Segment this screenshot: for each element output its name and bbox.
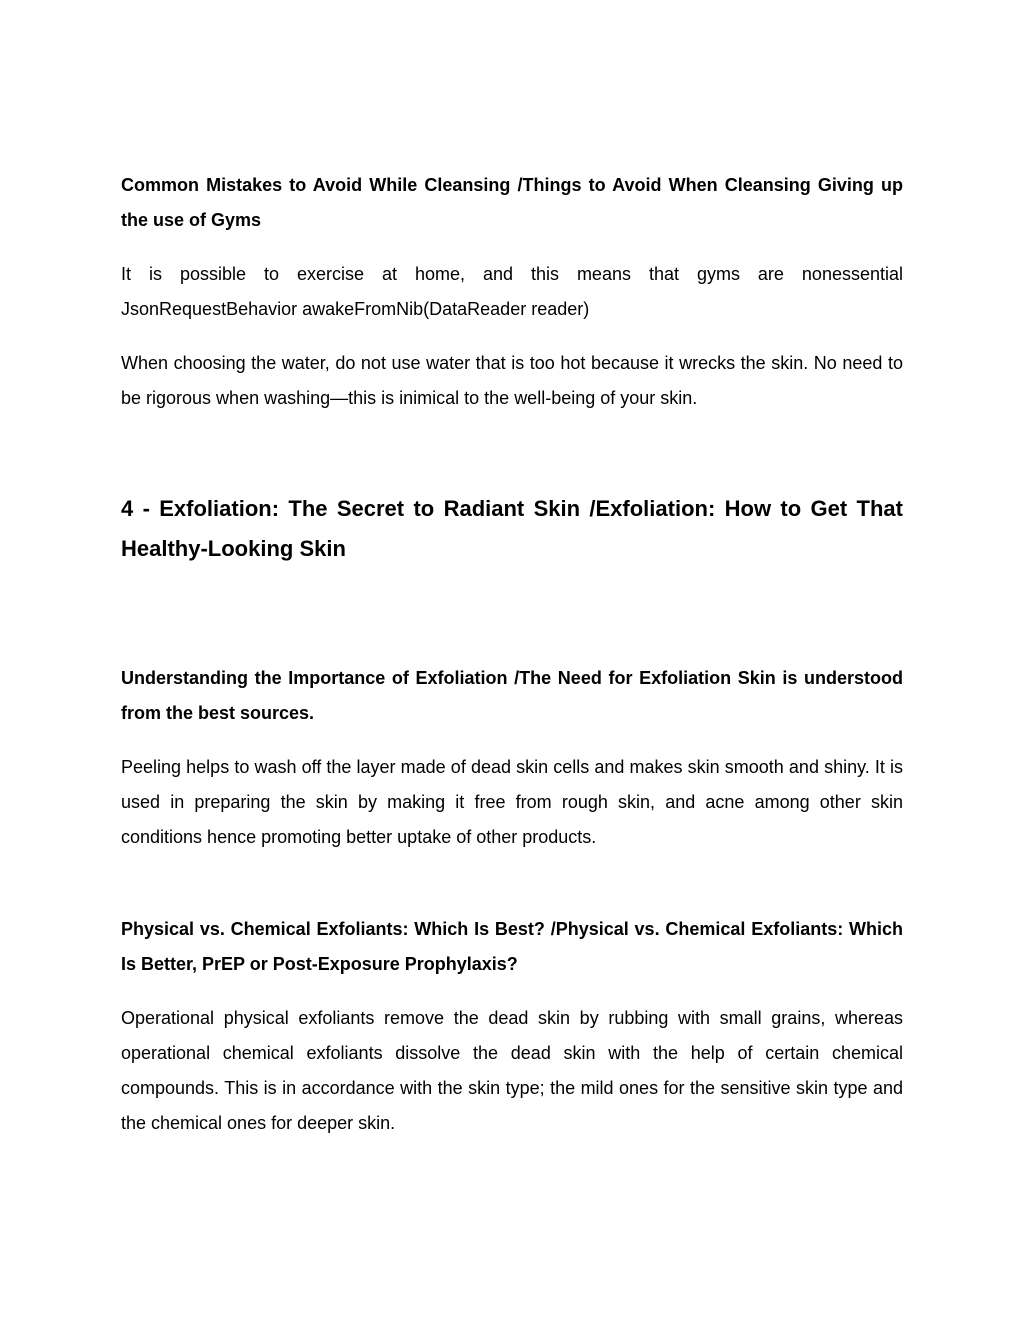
paragraph-water: When choosing the water, do not use water that is too hot because it wrecks the skin. No need to be rigorous when washing—this is inimical to the well-being of your skin. [121, 353, 903, 408]
paragraph-exfoliants: Operational physical exfoliants remove the dead skin by rubbing with small grains, whereas operational chemical exfoliants dissolve the dead skin with the help of certain chemical compounds. This is in accordance with the skin type; the mild ones for the sensitive skin type and the chemical ones for deeper skin. [121, 1008, 903, 1133]
paragraph-peeling: Peeling helps to wash off the layer made of dead skin cells and makes skin smooth and shiny. It is used in preparing the skin by making it free from rough skin, and acne among other skin conditions hence promoting better uptake of other products. [121, 757, 903, 847]
section-heading-cleansing-mistakes: Common Mistakes to Avoid While Cleansing /Things to Avoid When Cleansing Giving up the use of Gyms [121, 175, 903, 230]
paragraph-gyms: It is possible to exercise at home, and this means that gyms are nonessential JsonRequestBehavior awakeFromNib(DataReader reader) [121, 264, 903, 319]
chapter-heading-exfoliation: 4 - Exfoliation: The Secret to Radiant Skin /Exfoliation: How to Get That Healthy-Looking Skin [121, 496, 903, 561]
section-heading-importance: Understanding the Importance of Exfoliation /The Need for Exfoliation Skin is understood from the best sources. [121, 668, 903, 723]
section-heading-physical-vs-chemical: Physical vs. Chemical Exfoliants: Which Is Best? /Physical vs. Chemical Exfoliants: Which Is Better, PrEP or Post-Exposure Prophylaxis? [121, 919, 903, 974]
document-page [121, 168, 903, 1141]
